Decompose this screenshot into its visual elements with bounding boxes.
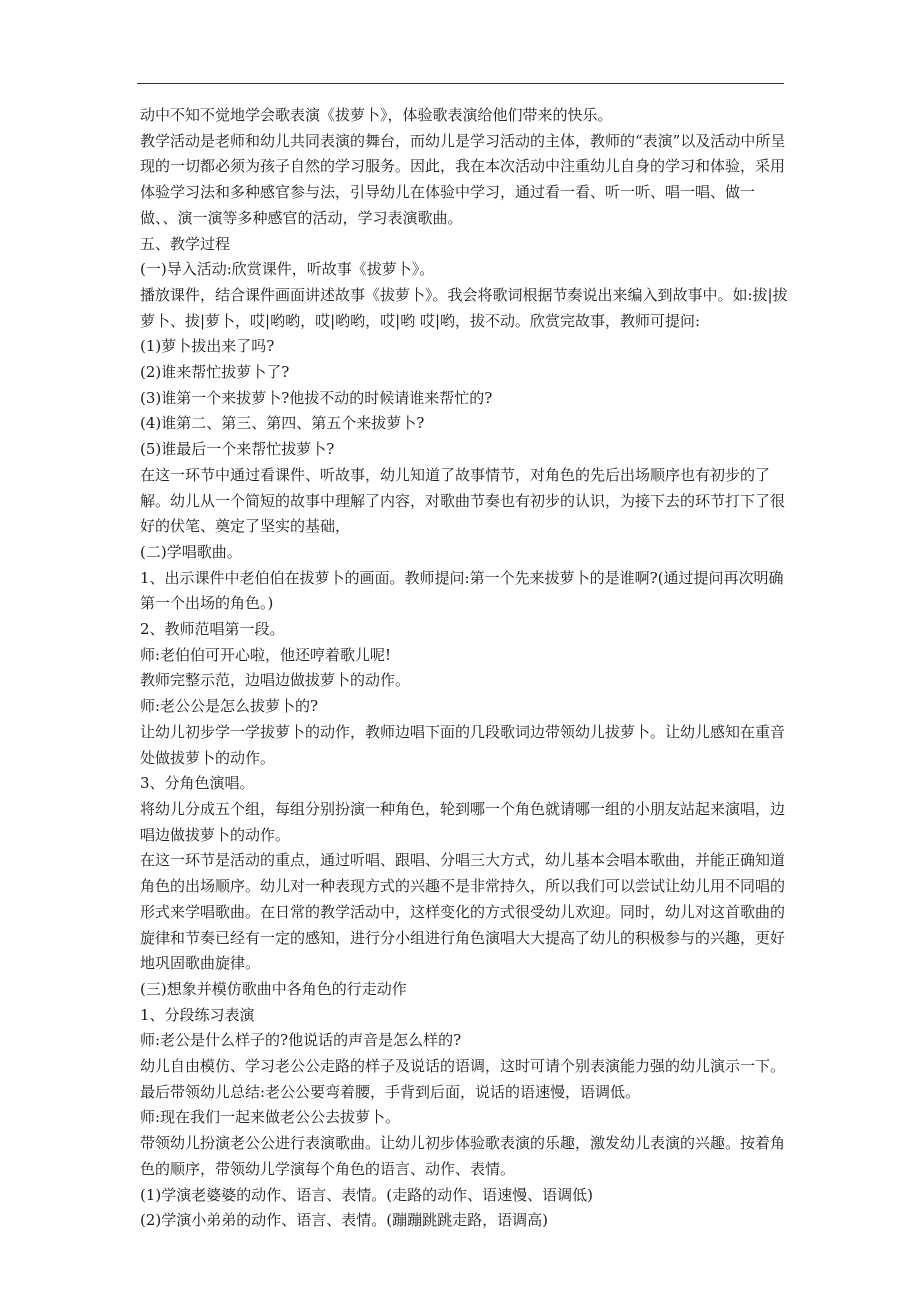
- paragraph: 1、分段练习表演: [140, 1005, 255, 1024]
- list-item: (1)萝卜拔出来了吗?: [140, 337, 275, 356]
- list-item: (2)学演小弟弟的动作、语言、表情。(蹦蹦跳跳走路，语调高): [140, 1211, 548, 1230]
- paragraph: 带领幼儿扮演老公公进行表演歌曲。让幼儿初步体验歌表演的乐趣，激发幼儿表演的兴趣。按着角色的顺序，带领幼儿学演每个角色的语言、动作、表情。: [140, 1134, 786, 1178]
- list-item: (3)谁第一个来拔萝卜?他拔不动的时候请谁来帮忙的?: [140, 388, 493, 407]
- subsection-heading: (一)导入活动:欣赏课件，听故事《拔萝卜》。: [140, 260, 435, 279]
- paragraph: 播放课件，结合课件画面讲述故事《拔萝卜》。我会将歌词根据节奏说出来编入到故事中。如:拔|拔萝卜、拔|萝卜，哎|哟哟，哎|哟哟，哎|哟 哎|哟，拔不动。欣赏完故事，教师可提问:: [140, 285, 788, 330]
- paragraph: 将幼儿分成五个组，每组分别扮演一种角色，轮到哪一个角色就请哪一组的小朋友站起来演唱，边唱边做拔萝卜的动作。: [140, 799, 786, 844]
- subsection-heading: (三)想象并模仿歌曲中各角色的行走动作: [140, 979, 407, 998]
- paragraph: 1、出示课件中老伯伯在拔萝卜的画面。教师提问:第一个先来拔萝卜的是谁啊?(通过提问再次明确第一个出场的角色。): [140, 568, 784, 613]
- list-item: (2)谁来帮忙拔萝卜了?: [140, 363, 290, 382]
- paragraph: 让幼儿初步学一学拔萝卜的动作，教师边唱下面的几段歌词边带领幼儿拔萝卜。让幼儿感知在重音处做拔萝卜的动作。: [140, 722, 786, 767]
- paragraph: 教师完整示范，边唱边做拔萝卜的动作。: [140, 671, 411, 690]
- paragraph: 师:现在我们一起来做老公公去拔萝卜。: [140, 1108, 401, 1127]
- paragraph: 2、教师范唱第一段。: [140, 620, 285, 639]
- paragraph: 师:老公是什么样子的?他说话的声音是怎么样的?: [140, 1031, 462, 1050]
- section-heading: 五、教学过程: [140, 234, 231, 253]
- paragraph: 3、分角色演唱。: [140, 774, 255, 793]
- paragraph: 动中不知不觉地学会歌表演《拔萝卜》，体验歌表演给他们带来的快乐。: [140, 106, 613, 124]
- header-rule: [137, 83, 784, 84]
- paragraph: 师:老伯伯可开心啦，他还哼着歌儿呢!: [140, 645, 392, 664]
- paragraph: 在这一环节是活动的重点，通过听唱、跟唱、分唱三大方式，幼儿基本会唱本歌曲，并能正确知道角色的出场顺序。幼儿对一种表现方式的兴趣不是非常持久，所以我们可以尝试让幼儿用不同唱的形式来学唱歌曲。在日常的教学活动中，这样变化的方式很受幼儿欢迎。同时，幼儿对这首歌曲的旋律和节奏已经有一定的感知，进行分小组进行角色演唱大大提高了幼儿的积极参与的兴趣，更好地巩固歌曲旋律。: [140, 851, 786, 973]
- list-item: (4)谁第二、第三、第四、第五个来拔萝卜?: [140, 414, 425, 433]
- paragraph: 师:老公公是怎么拔萝卜的?: [140, 697, 319, 716]
- paragraph: 教学活动是老师和幼儿共同表演的舞台，而幼儿是学习活动的主体，教师的“表演”以及活动中所呈现的一切都必须为孩子自然的学习服务。因此，我在本次活动中注重幼儿自身的学习和体验，采用体验学习法和多种感官参与法，引导幼儿在体验中学习，通过看一看、听一听、唱一唱、做一做、、演一演等多种感官的活动，学习表演歌曲。: [140, 131, 786, 227]
- subsection-heading: (二)学唱歌曲。: [140, 542, 242, 561]
- document-body: [140, 103, 790, 1234]
- list-item: (1)学演老婆婆的动作、语言、表情。(走路的动作、语速慢、语调低): [140, 1185, 593, 1204]
- paragraph: 幼儿自由模仿、学习老公公走路的样子及说话的语调，这时可请个别表演能力强的幼儿演示一下。最后带领幼儿总结:老公公要弯着腰，手背到后面，说话的语速慢，语调低。: [140, 1057, 786, 1101]
- list-item: (5)谁最后一个来帮忙拔萝卜?: [140, 440, 335, 459]
- paragraph: 在这一环节中通过看课件、听故事，幼儿知道了故事情节，对角色的先后出场顺序也有初步的了解。幼儿从一个简短的故事中理解了内容，对歌曲节奏也有初步的认识，为接下去的环节打下了很好的伏笔、奠定了坚实的基础，: [140, 465, 786, 536]
